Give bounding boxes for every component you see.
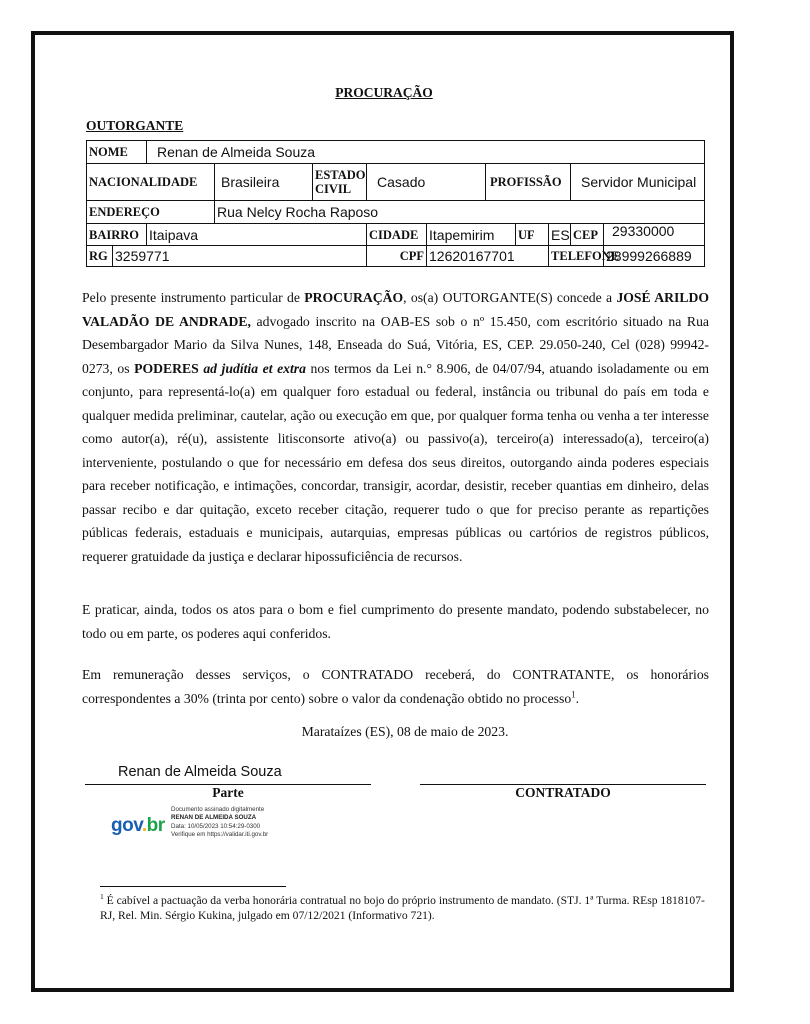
fees-paragraph <box>82 663 709 710</box>
estado-civil-value: Casado <box>367 164 486 201</box>
footnote-divider <box>100 886 286 887</box>
signer-name: Renan de Almeida Souza <box>118 764 282 780</box>
cidade-value: Itapemirim <box>427 224 516 246</box>
grantor-info-table <box>86 140 705 267</box>
rg-label: RG <box>87 246 113 267</box>
paragraph-text: . <box>575 690 580 706</box>
logo-part: br <box>146 815 165 836</box>
cep-value: 29330000 <box>604 224 705 246</box>
grantor-section-label: OUTORGANTE <box>86 118 184 133</box>
govbr-logo <box>111 815 165 837</box>
stamp-signer-name: RENAN DE ALMEIDA SOUZA <box>171 814 257 822</box>
cpf-value: 12620167701 <box>427 246 549 267</box>
footnote-reference: 1 <box>571 688 576 699</box>
footnote-mark: 1 <box>100 892 104 902</box>
paragraph-text: advogado inscrito na OAB-ES sob o nº 15.450, com escritório situado na Rua Desembargador Mario da Silva Nunes, 148, Enseada do Suá, Vitória, ES, CEP. 29.050-240, Cel (028) 99942-0273, os <box>82 313 709 376</box>
logo-part: . <box>141 815 147 836</box>
bairro-label: BAIRRO <box>87 224 147 246</box>
digital-signature-stamp <box>108 806 308 851</box>
place-date: Marataízes (ES), 08 de maio de 2023. <box>301 724 509 739</box>
paragraph-text: Em remuneração desses serviços, o CONTRATADO receberá, do CONTRATANTE, os honorários correspondentes a 30% (trinta por cento) sobre o valor da condenação obtido no processo <box>82 667 709 706</box>
table-row <box>87 201 705 224</box>
table-row <box>87 164 705 201</box>
footnote-text: É cabível a pactuação da verba honorária contratual no bojo do próprio instrumento de mandato. (STJ. 1ª Turma. REsp 1818107-RJ, Rel. Min. Sérgio Kukina, julgado em 07/12/2021 (Informativo 721). <box>100 894 705 922</box>
profissao-label: PROFISSÃO <box>486 164 571 201</box>
telefone-value: 28999266889 <box>604 246 705 267</box>
contracted-label: CONTRATADO <box>515 785 611 800</box>
document-title: PROCURAÇÃO <box>335 85 433 100</box>
substitution-paragraph: E praticar, ainda, todos os atos para o bom e fiel cumprimento do presente mandato, podendo substabelecer, no todo ou em parte, os poderes aqui conferidos. <box>82 602 709 641</box>
party-label: Parte <box>212 785 244 800</box>
powers-paragraph <box>82 286 709 568</box>
stamp-details <box>171 806 268 839</box>
paragraph-bold-text: PODERES <box>134 360 204 376</box>
nacionalidade-label: NACIONALIDADE <box>87 164 215 201</box>
paragraph-bold-text: PROCURAÇÃO <box>304 290 404 305</box>
footnote <box>100 894 705 923</box>
table-row <box>87 224 705 246</box>
paragraph-text: Pelo presente instrumento particular de <box>82 290 305 305</box>
paragraph-text: nos termos da Lei n.° 8.906, de 04/07/94, atuando isoladamente ou em conjunto, para representá-lo(a) em qualquer foro estadual ou federal, instância ou tribunal do país em toda e qualquer medida preliminar, cautelar, ação ou execução em que, por qualquer forma tenha ou venha a ter interesse como autor(a), ré(u), assistente litisconsorte ativo(a) ou passivo(a), terceiro(a) interessado(a), terceiro(a) interveniente, postulando o que for necessário em defesa dos seus direitos, outorgando ainda poderes especiais para receber notificação, e intimações, concordar, transigir, acordar, desistir, receber quantias em dinheiro, delas passar recibo e dar quitação, exceto receber citação, requerer tudo o que for preciso perante as repartições públicas federais, estaduais e municipais, autarquias, empresas públicas ou cartórios de registros públicos, requerer gratuidade da justiça e declarar hipossuficiência de recursos. <box>82 360 710 564</box>
uf-value: ES <box>549 224 571 246</box>
cpf-label: CPF <box>367 246 427 267</box>
nacionalidade-value: Brasileira <box>215 164 313 201</box>
logo-part: gov <box>111 815 142 836</box>
stamp-date: Data: 10/05/2023 10:54:29-0300 <box>171 822 261 830</box>
table-row <box>87 141 705 164</box>
endereco-value: Rua Nelcy Rocha Raposo <box>215 201 705 224</box>
endereco-label: ENDEREÇO <box>87 201 215 224</box>
cidade-label: CIDADE <box>367 224 427 246</box>
cep-label: CEP <box>571 224 604 246</box>
paragraph-text: , os(a) OUTORGANTE(S) concede a <box>403 290 617 305</box>
table-row <box>87 246 705 267</box>
rg-value: 3259771 <box>113 246 367 267</box>
telefone-label: TELEFONE <box>549 246 604 267</box>
profissao-value: Servidor Municipal <box>571 164 705 201</box>
estado-civil-label: ESTADO CIVIL <box>313 164 367 201</box>
nome-label: NOME <box>87 141 147 164</box>
bairro-value: Itaipava <box>147 224 367 246</box>
stamp-heading: Documento assinado digitalmente <box>171 806 265 813</box>
attorney-name: JOSÉ ARILDO VALADÃO DE ANDRADE, <box>82 290 709 329</box>
nome-value: Renan de Almeida Souza <box>147 141 705 164</box>
stamp-verify-link: Verifique em https://validar.iti.gov.br <box>171 830 269 838</box>
uf-label: UF <box>516 224 549 246</box>
paragraph-italic-text: ad judítia et extra <box>203 360 306 376</box>
